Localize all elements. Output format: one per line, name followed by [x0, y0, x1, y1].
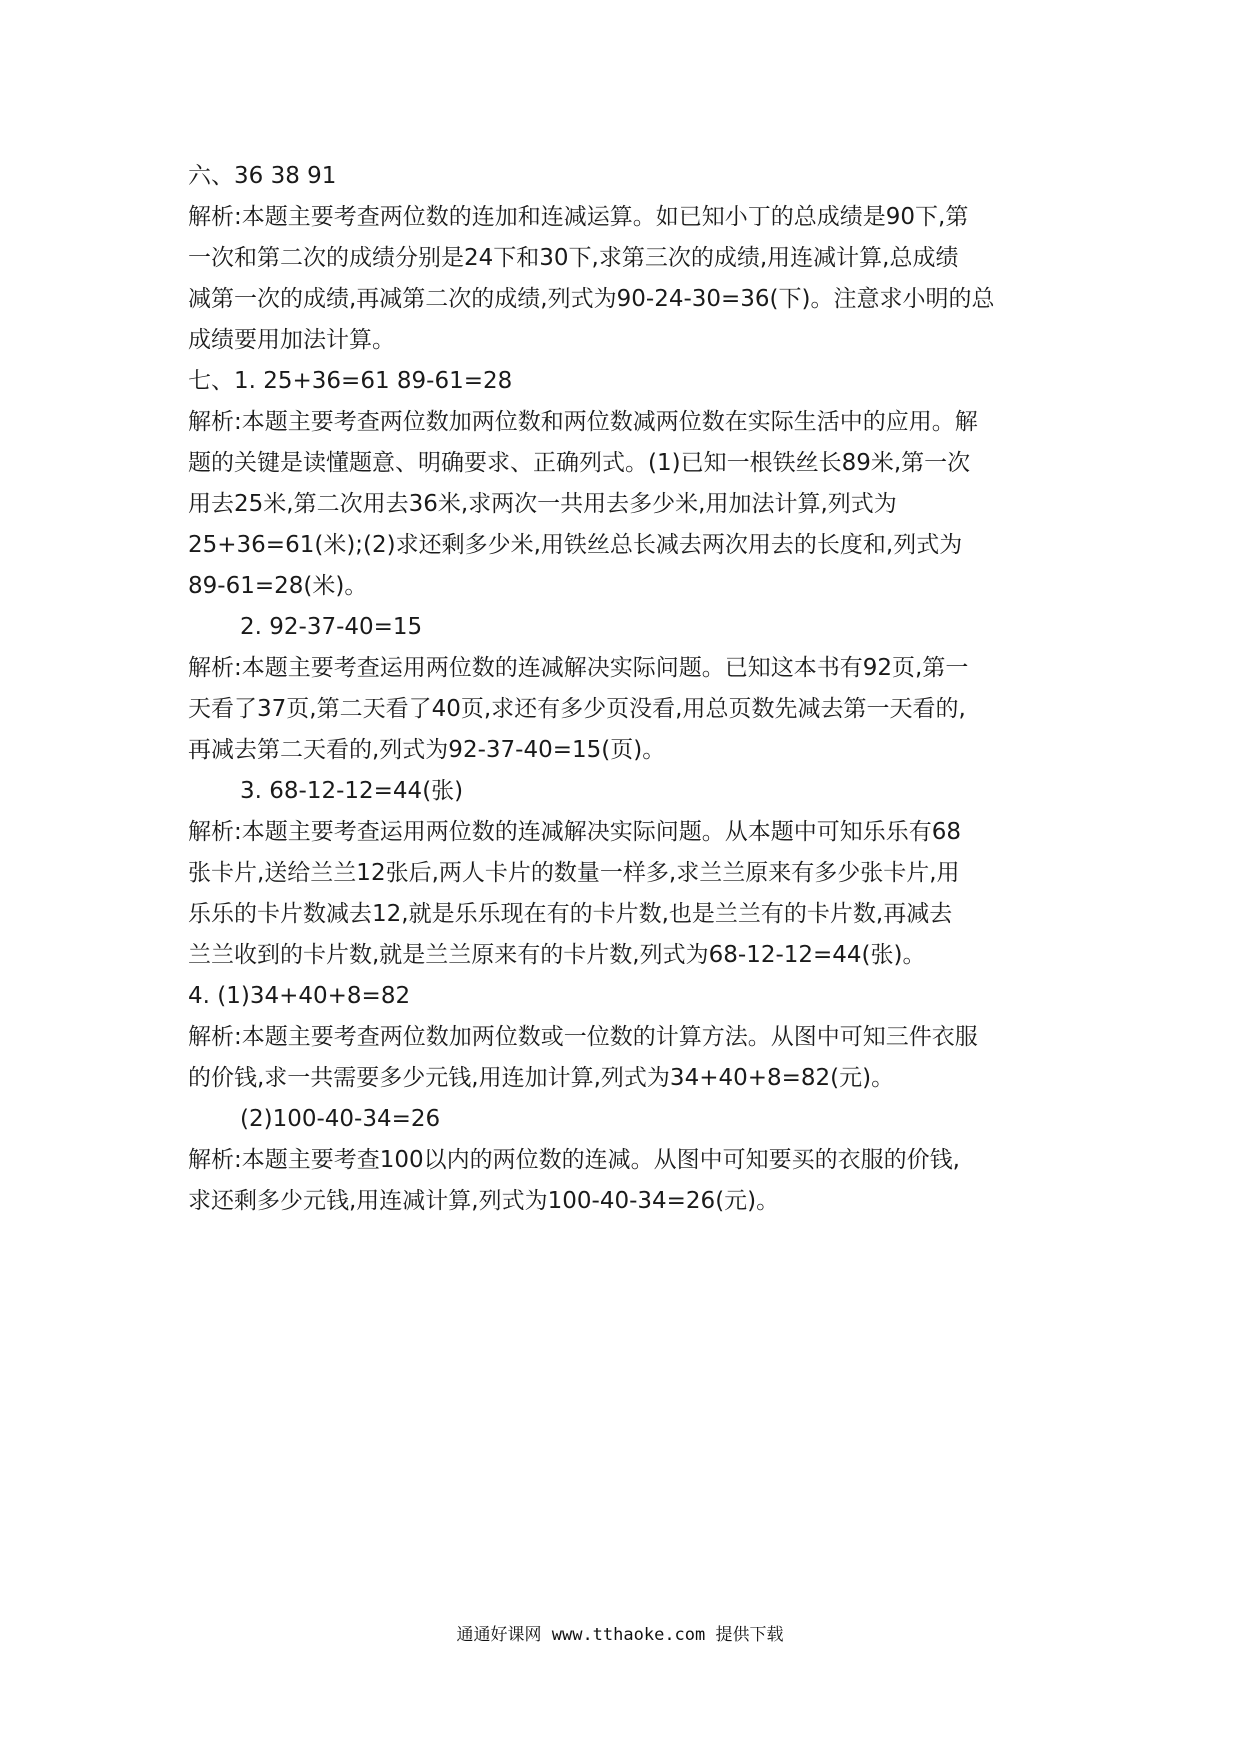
answer-content	[188, 156, 1058, 1222]
text-line: 25+36=61(米);(2)求还剩多少米,用铁丝总长减去两次用去的长度和,列式为	[188, 532, 963, 558]
text-line: 3. 68-12-12=44(张)	[240, 778, 464, 804]
text-line: 解析:本题主要考查100以内的两位数的连减。从图中可知要买的衣服的价钱,	[188, 1147, 960, 1173]
text-line: 解析:本题主要考查运用两位数的连减解决实际问题。从本题中可知乐乐有68	[188, 819, 962, 845]
text-line: 成绩要用加法计算。	[188, 327, 395, 353]
text-line: 题的关键是读懂题意、明确要求、正确列式。(1)已知一根铁丝长89米,第一次	[188, 450, 971, 476]
text-line: 2. 92-37-40=15	[240, 614, 423, 640]
text-line: 再减去第二天看的,列式为92-37-40=15(页)。	[188, 737, 666, 763]
text-line: 4. (1)34+40+8=82	[188, 983, 411, 1009]
text-line: 减第一次的成绩,再减第二次的成绩,列式为90-24-30=36(下)。注意求小明的总	[188, 286, 995, 312]
text-line: 的价钱,求一共需要多少元钱,用连加计算,列式为34+40+8=82(元)。	[188, 1065, 895, 1091]
text-line: 七、1. 25+36=61 89-61=28	[188, 368, 513, 394]
text-line: 解析:本题主要考查两位数加两位数和两位数减两位数在实际生活中的应用。解	[188, 409, 978, 435]
text-line: 解析:本题主要考查两位数的连加和连减运算。如已知小丁的总成绩是90下,第	[188, 204, 969, 230]
text-line: 求还剩多少元钱,用连减计算,列式为100-40-34=26(元)。	[188, 1188, 780, 1214]
text-line: 用去25米,第二次用去36米,求两次一共用去多少米,用加法计算,列式为	[188, 491, 897, 517]
page-footer: 通通好课网 www.tthaoke.com 提供下载	[456, 1625, 784, 1645]
text-line: 六、36 38 91	[188, 163, 337, 189]
text-line: 乐乐的卡片数减去12,就是乐乐现在有的卡片数,也是兰兰有的卡片数,再减去	[188, 901, 953, 927]
text-line: 天看了37页,第二天看了40页,求还有多少页没看,用总页数先减去第一天看的,	[188, 696, 966, 722]
text-line: (2)100-40-34=26	[240, 1106, 441, 1132]
text-line: 张卡片,送给兰兰12张后,两人卡片的数量一样多,求兰兰原来有多少张卡片,用	[188, 860, 960, 886]
text-line: 89-61=28(米)。	[188, 573, 368, 599]
text-line: 解析:本题主要考查运用两位数的连减解决实际问题。已知这本书有92页,第一	[188, 655, 969, 681]
text-line: 一次和第二次的成绩分别是24下和30下,求第三次的成绩,用连减计算,总成绩	[188, 245, 959, 271]
text-line: 解析:本题主要考查两位数加两位数或一位数的计算方法。从图中可知三件衣服	[188, 1024, 978, 1050]
text-line: 兰兰收到的卡片数,就是兰兰原来有的卡片数,列式为68-12-12=44(张)。	[188, 942, 926, 968]
